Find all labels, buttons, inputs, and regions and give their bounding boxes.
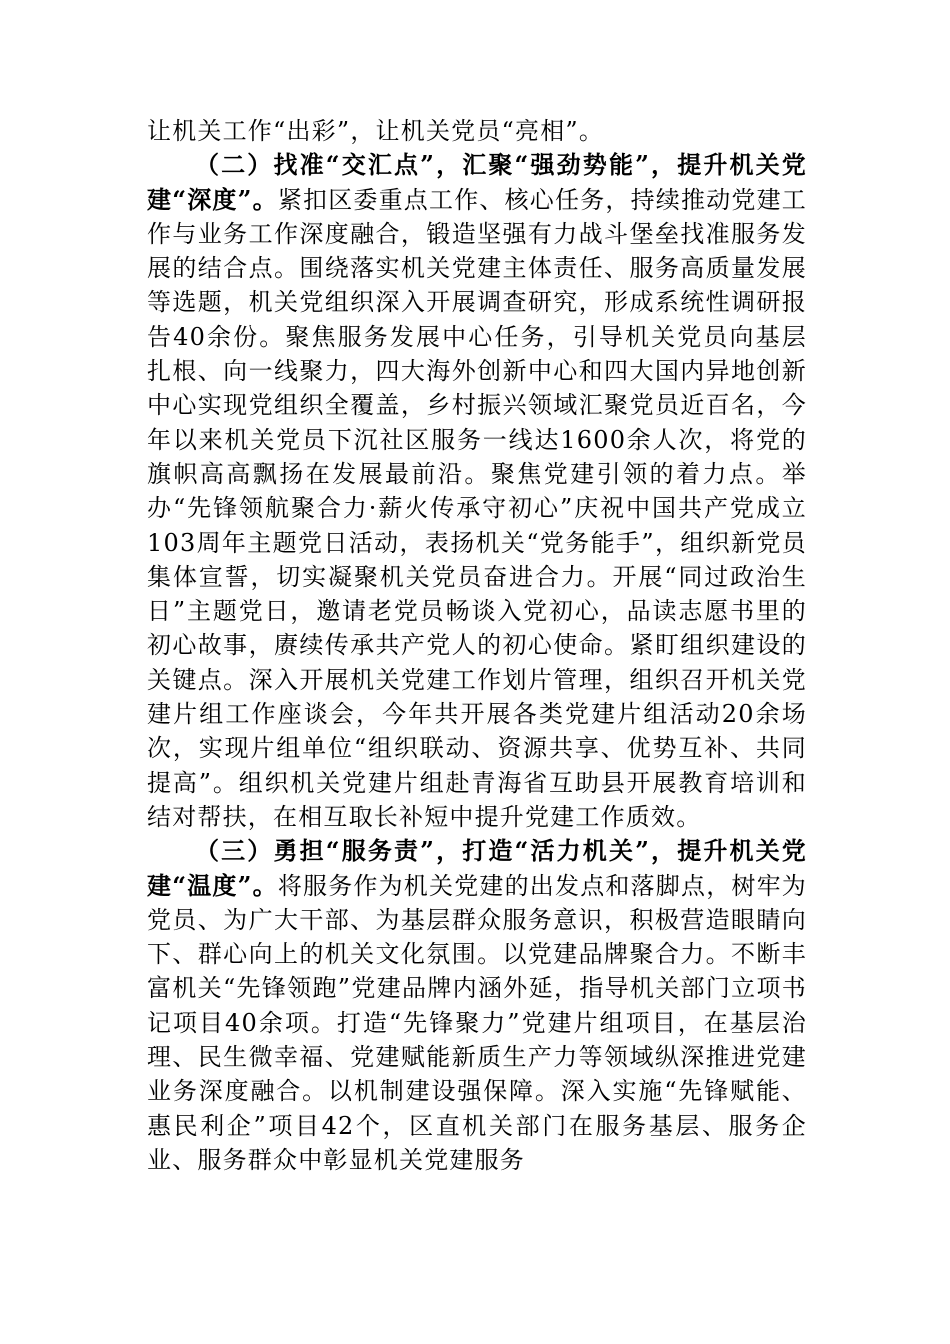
paragraph-text: 让机关工作“出彩”，让机关党员“亮相”。 — [147, 117, 605, 145]
paragraph-text: 将服务作为机关党建的出发点和落脚点，树牢为党员、为广大干部、为基层群众服务意识，积极营造眼睛向下、群心向上的机关文化氛围。以党建品牌聚合力。不断丰富机关“先锋领跑”党建品牌内涵外延，指导机关部门立项书记项目40余项。打造“先锋聚力”党建片组项目，在基层治理、民生微幸福、党建赋能新质生产力等领域纵深推进党建业务深度融合。以机制建设强保障。深入实施“先锋赋能、惠民利企”项目42个，区直机关部门在服务基层、服务企业、服务群众中彰显机关党建服务 — [147, 871, 808, 1174]
section-heading-3: （三）勇担“服务责”，打造“活力机关”，提升机关党建“温度”。 — [147, 836, 807, 900]
document-body — [147, 114, 807, 1177]
paragraph-section-3 — [147, 834, 807, 1177]
paragraph-text: 紧扣区委重点工作、核心任务，持续推动党建工作与业务工作深度融合，锻造坚强有力战斗堡垒找准服务发展的结合点。围绕落实机关党建主体责任、服务高质量发展等选题，机关党组织深入开展调查研究，形成系统性调研报告40余份。聚焦服务发展中心任务，引导机关党员向基层扎根、向一线聚力，四大海外创新中心和四大国内异地创新中心实现党组织全覆盖，乡村振兴领域汇聚党员近百名，今年以来机关党员下沉社区服务一线达1600余人次，将党的旗帜高高飘扬在发展最前沿。聚焦党建引领的着力点。举办“先锋领航聚合力·薪火传承守初心”庆祝中国共产党成立103周年主题党日活动，表扬机关“党务能手”，组织新党员集体宣誓，切实凝聚机关党员奋进合力。开展“同过政治生日”主题党日，邀请老党员畅谈入党初心，品读志愿书里的初心故事，赓续传承共产党人的初心使命。紧盯组织建设的关键点。深入开展机关党建工作划片管理，组织召开机关党建片组工作座谈会，今年共开展各类党建片组活动20余场次，实现片组单位“组织联动、资源共享、优势互补、共同提高”。组织机关党建片组赴青海省互助县开展教育培训和结对帮扶，在相互取长补短中提升党建工作质效。 — [147, 185, 808, 831]
section-heading-2: （二）找准“交汇点”，汇聚“强劲势能”，提升机关党建“深度”。 — [147, 150, 807, 214]
paragraph-continuation — [147, 114, 807, 148]
paragraph-section-2 — [147, 148, 807, 834]
